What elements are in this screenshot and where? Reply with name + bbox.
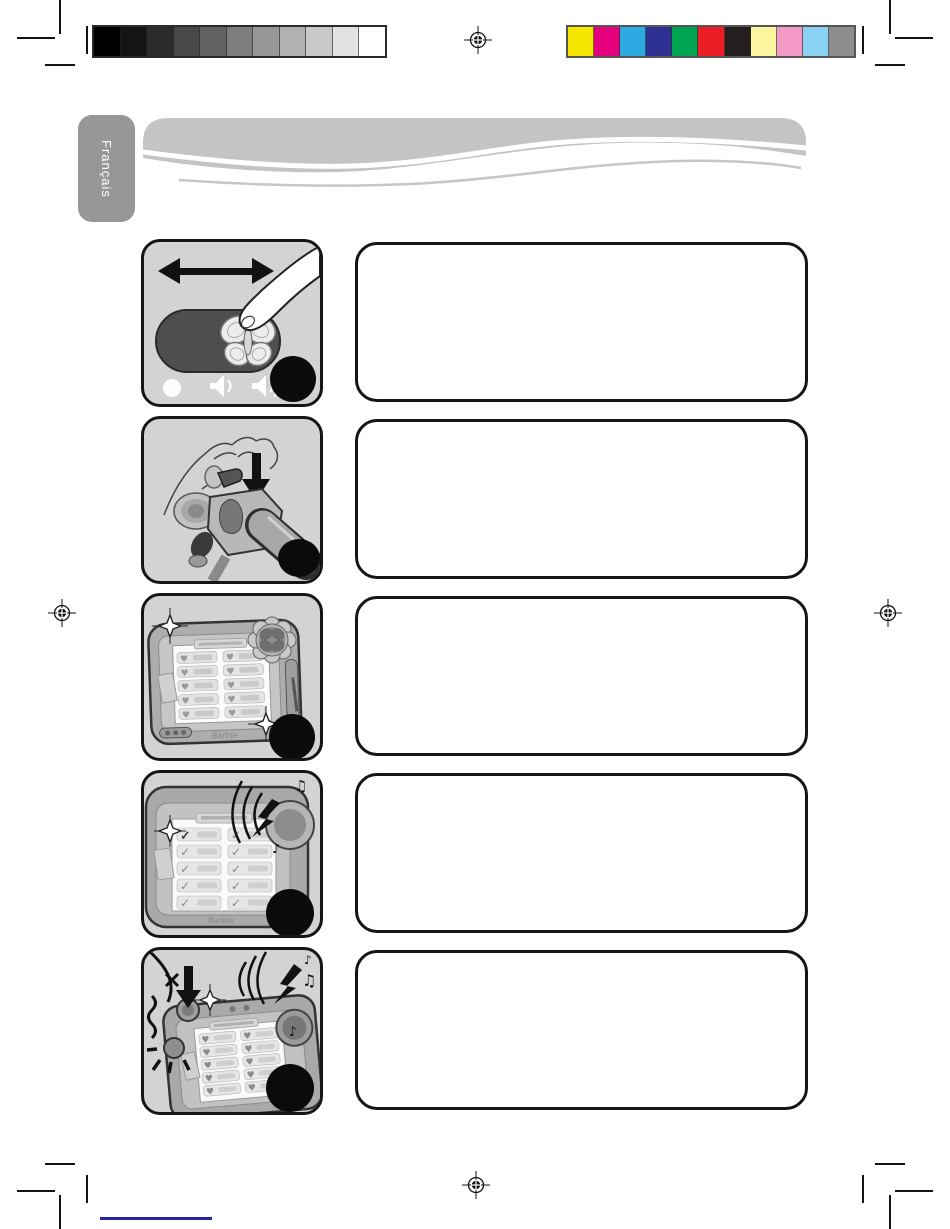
stylus-tip-icon bbox=[205, 466, 242, 488]
step2-illustration bbox=[141, 416, 323, 584]
crop-mark bbox=[862, 1175, 864, 1203]
step4-text-box bbox=[355, 773, 808, 933]
color-swatch bbox=[594, 27, 620, 56]
step-badge bbox=[266, 1064, 314, 1112]
registration-crosshair-icon bbox=[48, 599, 76, 627]
knob-button[interactable] bbox=[164, 1038, 184, 1058]
step-row-2 bbox=[141, 416, 808, 584]
color-swatch bbox=[698, 27, 724, 56]
crop-mark bbox=[45, 1163, 75, 1165]
step5-text-box bbox=[355, 950, 808, 1110]
color-calibration-bar bbox=[566, 25, 856, 58]
music-notes-icon: ♪ bbox=[304, 953, 312, 967]
step4-illustration: ✓ ✓ Barbie ♫ ♪ bbox=[141, 770, 323, 938]
power-dot-icon[interactable] bbox=[163, 379, 181, 397]
color-swatch bbox=[829, 27, 854, 56]
step-row-1 bbox=[141, 239, 808, 407]
banner-wave-shape bbox=[143, 116, 806, 192]
grayscale-swatch bbox=[147, 27, 174, 56]
crop-mark bbox=[875, 64, 905, 66]
step-row-3 bbox=[141, 593, 808, 761]
finger-icon bbox=[239, 246, 320, 330]
header-banner bbox=[143, 116, 806, 192]
step3-illustration: ♥ Barbie bbox=[141, 593, 323, 761]
grayscale-swatch bbox=[280, 27, 307, 56]
color-swatch bbox=[777, 27, 803, 56]
step-badge bbox=[269, 714, 315, 758]
color-swatch bbox=[725, 27, 751, 56]
music-notes-icon: ♪ bbox=[288, 1024, 298, 1041]
grayscale-swatch bbox=[174, 27, 201, 56]
crop-mark bbox=[59, 1195, 61, 1229]
step-badge bbox=[270, 356, 316, 402]
color-swatch bbox=[751, 27, 777, 56]
crop-mark bbox=[17, 1190, 55, 1192]
barbie-logo: Barbie bbox=[208, 916, 234, 925]
step-badge bbox=[278, 539, 320, 577]
step-row-5 bbox=[141, 947, 808, 1115]
registration-crosshair-icon bbox=[464, 26, 492, 54]
barbie-logo: Barbie bbox=[211, 730, 238, 741]
crop-mark bbox=[862, 26, 864, 54]
grayscale-swatch bbox=[306, 27, 333, 56]
color-swatch bbox=[803, 27, 829, 56]
crop-mark bbox=[895, 1190, 933, 1192]
dark-checkmark-icon: ✓ bbox=[180, 829, 191, 844]
sound-waves-icon bbox=[239, 952, 266, 1004]
grayscale-swatch bbox=[200, 27, 227, 56]
step-badge bbox=[266, 889, 314, 935]
music-notes-icon: ♫ bbox=[294, 777, 308, 795]
language-tab-francais bbox=[78, 115, 135, 222]
step1-illustration bbox=[141, 239, 323, 407]
step2-text-box bbox=[355, 419, 808, 579]
footer-rule-line bbox=[100, 1217, 212, 1220]
grayscale-swatch bbox=[333, 27, 360, 56]
instruction-steps bbox=[141, 239, 808, 1124]
speaker-low-icon[interactable] bbox=[210, 375, 231, 397]
crop-mark bbox=[86, 1175, 88, 1203]
crop-mark bbox=[45, 64, 75, 66]
language-tab-label: Français bbox=[99, 139, 114, 198]
color-swatch bbox=[620, 27, 646, 56]
grayscale-swatch bbox=[227, 27, 254, 56]
music-notes-icon: ♫ bbox=[302, 971, 317, 990]
registration-crosshair-icon bbox=[874, 599, 902, 627]
left-right-arrow-icon bbox=[158, 258, 274, 284]
crop-mark bbox=[889, 1195, 891, 1229]
grayscale-swatch bbox=[121, 27, 148, 56]
step1-text-box bbox=[355, 242, 808, 402]
grayscale-swatch bbox=[253, 27, 280, 56]
grayscale-swatch bbox=[94, 27, 121, 56]
grayscale-swatch bbox=[359, 27, 385, 56]
step-row-4 bbox=[141, 770, 808, 938]
crop-mark bbox=[17, 37, 55, 39]
music-notes-icon: ♪ bbox=[272, 842, 281, 857]
step5-illustration: ♥ ♪ ♪ ♫ bbox=[141, 947, 323, 1115]
registration-crosshair-icon bbox=[462, 1171, 490, 1199]
crop-mark bbox=[59, 0, 61, 34]
color-swatch bbox=[568, 27, 594, 56]
crop-mark bbox=[875, 1163, 905, 1165]
crop-mark bbox=[86, 26, 88, 54]
butterfly-flower-button-icon[interactable] bbox=[248, 617, 296, 663]
color-swatch bbox=[646, 27, 672, 56]
crop-mark bbox=[889, 0, 891, 34]
crop-mark bbox=[895, 37, 933, 39]
grayscale-calibration-bar bbox=[92, 25, 387, 58]
step3-text-box bbox=[355, 596, 808, 756]
color-swatch bbox=[672, 27, 698, 56]
